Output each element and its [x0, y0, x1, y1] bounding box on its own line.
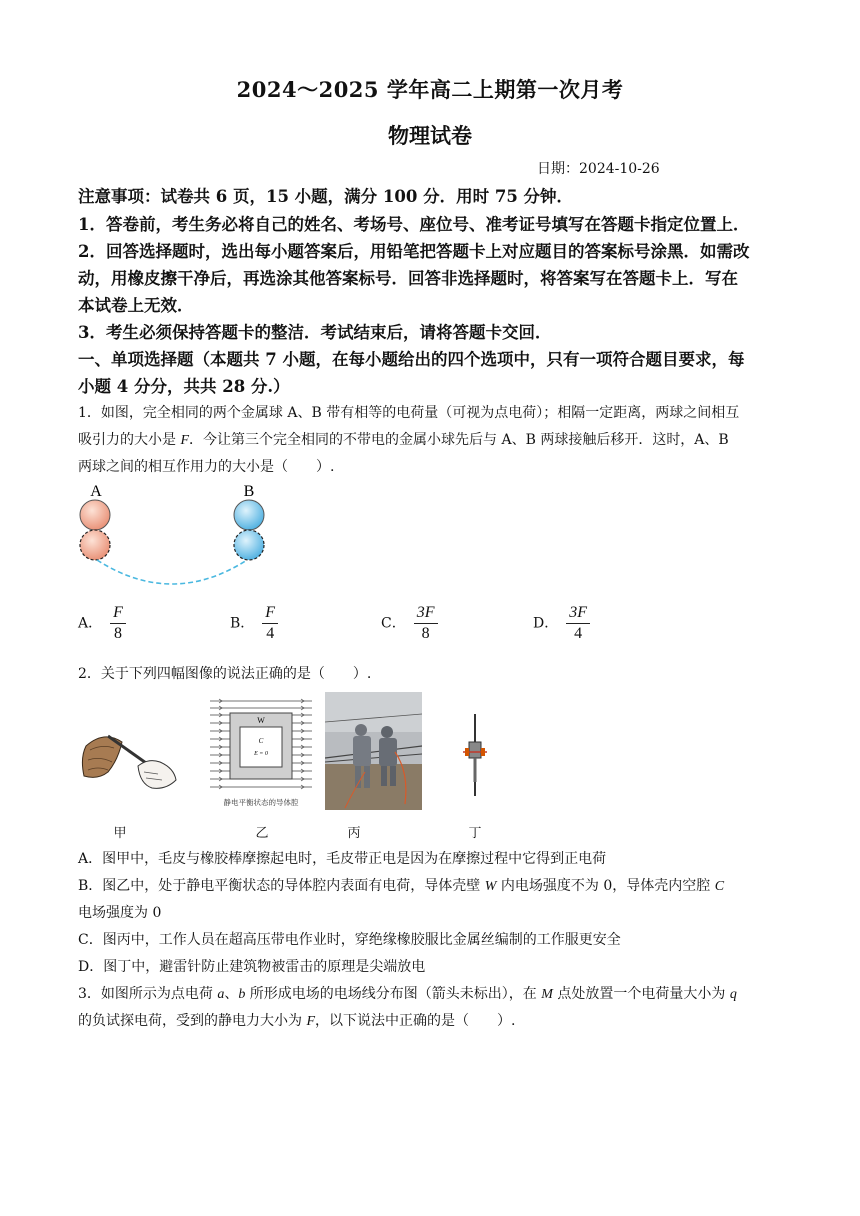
q2-option-b-line2: 电场强度为 0	[78, 905, 162, 921]
q1-option-b[interactable]	[230, 603, 278, 644]
notice-item-1: 1．答卷前，考生务必将自己的姓名、考场号、座位号、准考证号填写在答题卡指定位置上．	[78, 215, 750, 234]
q2-text: 内电场强度不为 0，导体壳内空腔	[496, 878, 715, 894]
q1-option-d[interactable]	[533, 603, 590, 644]
sphere-a-label: A	[90, 483, 102, 500]
notice-item-2-line1: 2．回答选择题时，选出每小题答案后，用铅笔把答题卡上对应题目的答案标号涂黑．如需改	[78, 242, 750, 261]
sphere-b-label: B	[243, 483, 255, 500]
q1-var-f: F	[180, 433, 190, 448]
q3-text: ，以下说法中正确的是（ ）.	[315, 1013, 516, 1029]
denominator: 8	[421, 625, 430, 642]
option-letter: D．	[533, 615, 559, 632]
q3-var-m: M	[541, 987, 553, 1002]
caption-yi: 乙	[255, 826, 269, 841]
q2-option-c[interactable]: C．图丙中，工作人员在超高压带电作业时，穿绝缘橡胶服比金属丝编制的工作服更安全	[78, 932, 621, 948]
sphere-b	[234, 500, 264, 530]
cavity	[240, 727, 282, 767]
caption-bing: 丙	[347, 826, 361, 841]
notice-item-3: 3．考生必须保持答题卡的整洁．考试结束后，请将答题卡交回．	[78, 323, 552, 342]
q2-figure-yi	[208, 697, 314, 809]
q3-text: 的负试探电荷，受到的静电力大小为	[78, 1013, 307, 1029]
fig-label-c: C	[258, 737, 264, 745]
option-letter: A．	[78, 615, 103, 632]
fraction	[566, 603, 590, 644]
q3-text: 点处放置一个电荷量大小为	[552, 986, 730, 1002]
sphere-a-ghost	[80, 530, 110, 560]
notice-item-2-line3: 本试卷上无效．	[78, 296, 194, 315]
option-letter: C．	[381, 615, 406, 632]
q1-option-a[interactable]	[78, 603, 126, 644]
q2-option-d[interactable]: D．图丁中，避雷针防止建筑物被雷击的原理是尖端放电	[78, 959, 426, 975]
q3-var-b: b	[238, 987, 246, 1002]
q3-var-q: q	[729, 987, 737, 1002]
q3-text: 、	[224, 986, 239, 1002]
caption-jia: 甲	[113, 826, 127, 841]
q2-figure-jia	[78, 728, 180, 798]
q2-text: B．图乙中，处于静电平衡状态的导体腔内表面有电荷，导体壳壁	[78, 878, 485, 894]
notice-header: 注意事项：试卷共 6 页，15 小题，满分 100 分．用时 75 分钟．	[78, 187, 574, 206]
q1-figure-spheres	[70, 478, 290, 598]
fraction	[110, 603, 126, 644]
denominator: 4	[574, 625, 583, 642]
numerator: 3F	[414, 603, 438, 624]
q3-var-a: a	[217, 987, 225, 1002]
notice-item-2-line2: 动，用橡皮擦干净后，再选涂其他答案标号．回答非选择题时，将答案写在答题卡上．写在	[78, 269, 738, 288]
section-heading-line2: 小题 4 分分，共共 28 分.）	[78, 377, 290, 396]
denominator: 8	[114, 625, 123, 642]
q2-figure-bing	[325, 692, 422, 810]
q3-text: 所形成电场的电场线分布图（箭头未标出），在	[245, 986, 542, 1002]
fig-label-w: W	[257, 716, 265, 725]
q2-var-w: W	[484, 879, 497, 894]
fig-caption: 静电平衡状态的导体腔	[223, 798, 299, 807]
denominator: 4	[266, 625, 275, 642]
numerator: 3F	[566, 603, 590, 624]
contact-path	[97, 560, 247, 584]
caption-ding: 丁	[468, 826, 482, 841]
q3-stem-line1	[78, 980, 783, 1009]
q1-text: 吸引力的大小是	[78, 432, 181, 448]
q2-figure-ding	[453, 712, 497, 798]
q2-stem: 2．关于下列四幅图像的说法正确的是（ ）.	[78, 666, 372, 682]
q2-option-a[interactable]: A．图甲中，毛皮与橡胶棒摩擦起电时，毛皮带正电是因为在摩擦过程中它得到正电荷	[78, 851, 607, 867]
section-heading-line1: 一、单项选择题（本题共 7 小题，在每小题给出的四个选项中，只有一项符合题目要求，每	[78, 350, 745, 369]
exam-title: 2024～2025 学年高二上期第一次月考	[236, 77, 624, 102]
numerator: F	[110, 603, 126, 624]
sphere-a	[80, 500, 110, 530]
q1-text: ．今让第三个完全相同的不带电的金属小球先后与 A、B 两球接触后移开．这时，A、B	[189, 432, 729, 448]
numerator: F	[262, 603, 278, 624]
sphere-b-ghost	[234, 530, 264, 560]
q1-stem-line3: 两球之间的相互作用力的大小是（ ）.	[78, 459, 335, 475]
q1-option-c[interactable]	[381, 603, 438, 644]
q3-stem-line2	[78, 1007, 783, 1036]
q3-var-f: F	[306, 1014, 316, 1029]
q2-var-c: C	[714, 879, 725, 894]
option-letter: B．	[230, 615, 255, 632]
q2-option-b-line1[interactable]	[78, 872, 783, 901]
fraction	[414, 603, 438, 644]
q3-text: 3．如图所示为点电荷	[78, 986, 218, 1002]
q1-stem-line2	[78, 426, 783, 455]
fig-label-e: E = 0	[254, 751, 268, 757]
fraction	[262, 603, 278, 644]
q1-stem-line1: 1．如图，完全相同的两个金属球 A、B 带有相等的电荷量（可视为点电荷）；相隔一定距离，两球之间相互	[78, 405, 740, 421]
exam-subtitle: 物理试卷	[388, 123, 472, 148]
exam-date: 日期：2024-10-26	[537, 161, 660, 177]
